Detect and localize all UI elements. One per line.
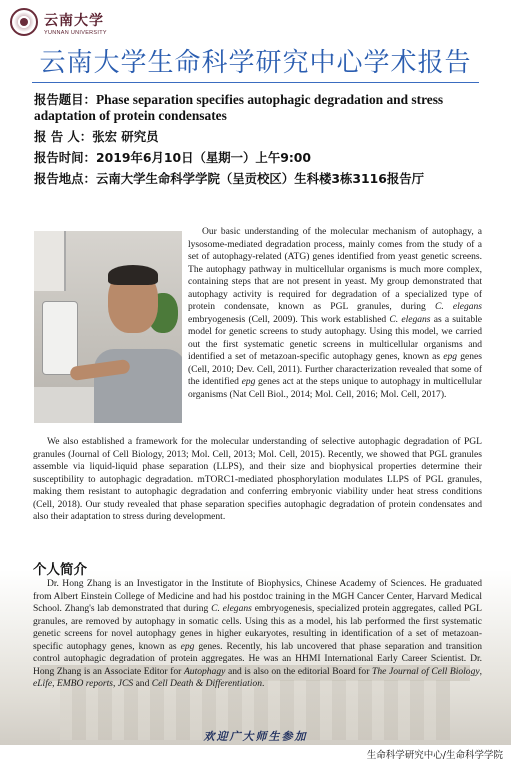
title-divider bbox=[32, 82, 479, 83]
welcome-text: 欢迎广大师生参加 bbox=[203, 730, 308, 743]
bio-heading: 个人简介 bbox=[33, 562, 87, 578]
university-seal-icon bbox=[10, 8, 38, 36]
abstract-paragraph-2: We also established a framework for the molecular understanding of selective autophagic degradation of PGL granules (Journal of Cell Biology, 2013; Mol. Cell, 2013; Mol. Cell, 2015). Recently, we showed that PGL granules assemble via liquid-liquid phase separation (LLPS), and their size and biophysical properties determine their susceptibility to autophagic degradation. mTORC1-mediated phosphorylation modulates LLPS of PGL granules, making them resistant to autophagic degradation and conferring embryonic viability under heat stress conditions (Cell, 2018). Our study revealed that phase separation specifies autophagic degradation of protein condensates and also their adaptation to stress during development. bbox=[33, 436, 482, 522]
location-row bbox=[34, 171, 484, 187]
location-value: 云南大学生命科学学院（呈贡校区）生科楼3栋3116报告厅 bbox=[95, 171, 425, 186]
abstract-paragraph-1: Our basic understanding of the molecular mechanism of autophagy, a lysosome-mediated degradation process, mainly comes from the study of a set of autophagy-related (ATG) genes identified from yeast genetic screens. The autophagy pathway in multicellular organisms is much more complex, containing steps that are not present in yeast. My group demonstrated that autophagy activity is required for degradation of a specialized type of protein condensate, known as PGL granules, during C. elegans embryogenesis (Cell, 2009). This work established C. elegans as a suitable model for genetic screens to study autophagy. Using this model, we carried out the first systematic genetic screens in multicellular organisms and identified a set of metazoan-specific autophagy genes, known as epg genes (Cell, 2010; Dev. Cell, 2011). Further characterization revealed that some of the identified epg genes act at the steps unique to autophagy in multicellular organisms (Nat Cell Biol., 2014; Mol. Cell, 2016; Mol. Cell, 2017). bbox=[188, 226, 482, 400]
topic-label: 报告题目： bbox=[34, 92, 96, 107]
time-value: 2019年6月10日（星期一）上午9:00 bbox=[95, 150, 312, 165]
university-logo bbox=[10, 8, 130, 42]
poster-title: 云南大学生命科学研究中心学术报告 bbox=[39, 48, 472, 78]
time-label: 报告时间： bbox=[34, 150, 96, 165]
footer-organizer: 生命科学研究中心/生命科学学院 bbox=[366, 750, 503, 761]
logo-chinese-name: 云南大学 bbox=[44, 13, 104, 29]
logo-english-name: YUNNAN UNIVERSITY bbox=[44, 30, 107, 36]
speaker-row bbox=[34, 129, 484, 145]
microscope-icon bbox=[42, 301, 78, 375]
speaker-photo bbox=[34, 231, 182, 423]
speaker-label: 报 告 人： bbox=[34, 129, 93, 144]
location-label: 报告地点： bbox=[34, 171, 96, 186]
time-row bbox=[34, 150, 484, 166]
topic-row bbox=[34, 92, 484, 124]
speaker-value: 张宏 研究员 bbox=[92, 129, 159, 144]
talk-info bbox=[34, 92, 484, 192]
bio-paragraph: Dr. Hong Zhang is an Investigator in the Institute of Biophysics, Chinese Academy of Sciences. He graduated from Albert Einstein College of Medicine and had his postdoc training in the MGH Cancer Center, Harvard Medical School. Zhang's lab demonstrated that during C. elegans embryogenesis, specialized protein aggregates, called PGL granules, are removed by autophagy in somatic cells. Using this as a model, his lab performed the first systematic genetic screens for novel autophagy genes in higher eukaryotes, resulting in identification of a set of metazoan-specific autophagy genes, known as epg genes. Recently, his lab uncovered that phase separation and transition control autophagic degradation of protein aggregates. He was an HHMI International Early Career Scientist. Dr. Hong Zhang is an Associate Editor for Autophagy and is also on the editorial Board for The Journal of Cell Biology, eLife, EMBO reports, JCS and Cell Death & Differentiation. bbox=[33, 578, 483, 689]
topic-value: Phase separation specifies autophagic degradation and stress adaptation of protein condensates bbox=[34, 92, 444, 123]
